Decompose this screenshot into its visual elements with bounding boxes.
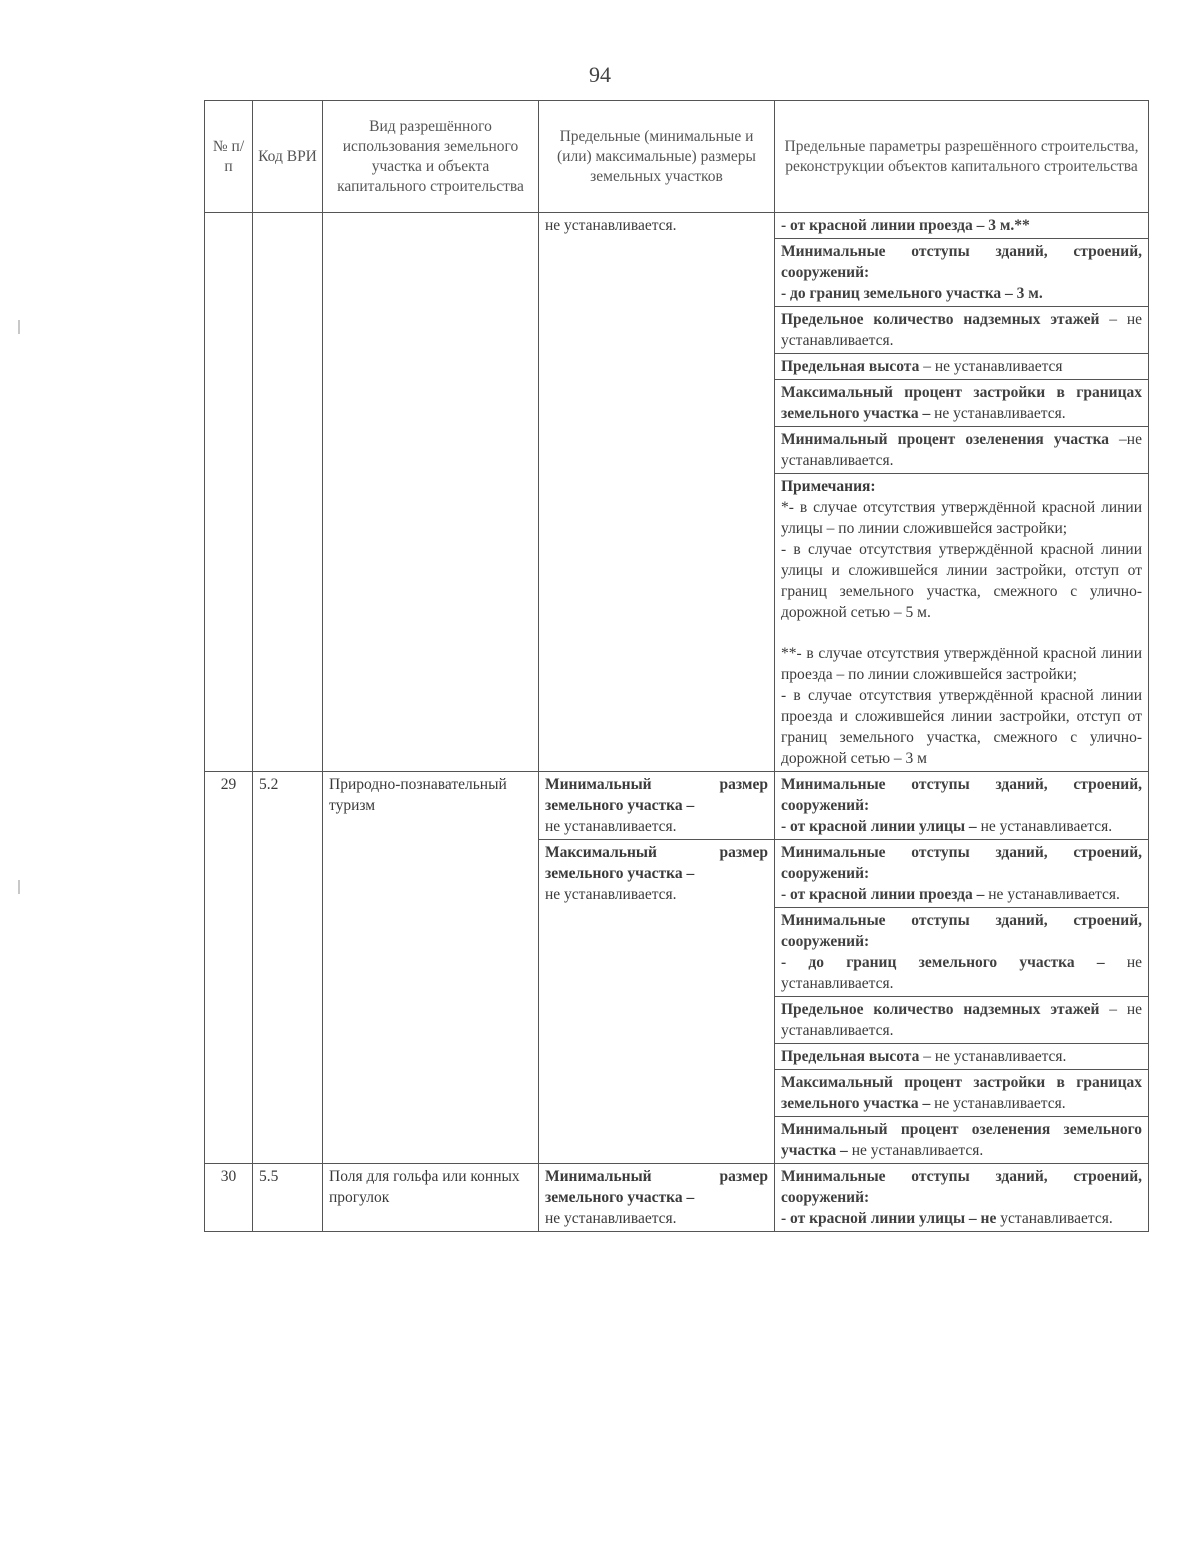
param-cell [775,427,1149,474]
param-cell [775,213,1149,239]
row-type: Природно-познавательный туризм [323,772,539,1164]
limit-max-cell [539,840,775,1164]
param-bold: Минимальный процент озеленения участка [781,431,1110,448]
continuation-code-cell [253,213,323,772]
param-bold: - от красной линии улицы – не [781,1210,997,1227]
param-cell [775,307,1149,354]
param-text: не устанавливается. [930,405,1066,422]
param-text: –не устанавливается. [781,431,1142,469]
limit-text: не устанавливается. [545,1210,677,1227]
notes-title: Примечания: [781,478,876,495]
note-line: **- в случае отсутствия утверждённой красной линии проезда – по линии сложившейся застройки; [781,645,1142,683]
param-cell [775,908,1149,997]
param-cell [775,840,1149,908]
param-text: не устанавливается. [847,1142,984,1159]
table-row [205,213,1149,239]
param-bold: Минимальные отступы зданий, строений, сооружений: [781,912,1142,950]
param-cell [775,1070,1149,1117]
limit-text: не устанавливается. [545,217,677,234]
table-header-row [205,101,1149,213]
header-code: Код ВРИ [253,101,323,213]
param-text: не устанавливается. [976,818,1113,835]
header-num: № п/п [205,101,253,213]
row-number: 30 [205,1164,253,1232]
header-limits: Предельные (минимальные и (или) максимальные) размеры земельных участков [539,101,775,213]
param-cell [775,380,1149,427]
limit-bold: Минимальный размер земельного участка – [545,776,768,814]
spacer [781,623,1142,643]
continuation-num-cell [205,213,253,772]
limit-bold: Минимальный размер земельного участка – [545,1168,768,1206]
header-type: Вид разрешённого использования земельного участка и объекта капитального строительства [323,101,539,213]
param-bold: - от красной линии проезда – 3 м.** [781,217,1030,234]
param-text: – не устанавливается. [781,1001,1142,1039]
note-line: - в случае отсутствия утверждённой красной линии проезда и сложившейся линии застройки, отступ от границ земельного участка, смежного с улично-дорожной сетью – 3 м [781,687,1142,767]
param-bold: Предельное количество надземных этажей [781,311,1100,328]
param-cell [775,1164,1149,1232]
param-text: не устанавливается. [930,1095,1066,1112]
table-row [205,1164,1149,1232]
param-bold: Минимальные отступы зданий, строений, сооружений: [781,844,1142,882]
note-line: - в случае отсутствия утверждённой красной линии улицы и сложившейся линии застройки, отступ от границ земельного участка, смежного с улично-дорожной сетью – 5 м. [781,541,1142,621]
param-text: – не устанавливается. [781,311,1142,349]
param-cell [775,772,1149,840]
row-type: Поля для гольфа или конных прогулок [323,1164,539,1232]
param-cell [775,1117,1149,1164]
param-bold: - от красной линии улицы – [781,818,977,835]
param-text: не устанавливается. [984,886,1120,903]
param-bold: Максимальный процент застройки в границах земельного участка – [781,384,1142,422]
param-bold: Минимальные отступы зданий, строений, сооружений: [781,243,1142,281]
continuation-type-cell [323,213,539,772]
limit-bold: Максимальный размер земельного участка – [545,844,768,882]
page-number: 94 [589,62,611,87]
continuation-limit-cell [539,213,775,772]
scan-artifact [18,880,20,894]
limit-min-cell [539,772,775,840]
param-cell [775,1044,1149,1070]
limit-text: не устанавливается. [545,818,677,835]
limit-text: не устанавливается. [545,886,677,903]
param-bold: - от красной линии проезда – [781,886,985,903]
permitted-use-table [204,100,1149,1232]
param-bold: Предельное количество надземных этажей [781,1001,1100,1018]
param-bold: - до границ земельного участка – [781,954,1105,971]
param-text: устанавливается. [996,1210,1113,1227]
param-cell [775,239,1149,307]
param-cell [775,997,1149,1044]
row-code: 5.2 [253,772,323,1164]
note-line: *- в случае отсутствия утверждённой красной линии улицы – по линии сложившейся застройки; [781,499,1142,537]
param-bold: Предельная высота [781,358,920,375]
row-code: 5.5 [253,1164,323,1232]
param-bold: Минимальный процент озеленения земельного участка – [781,1121,1142,1159]
header-params: Предельные параметры разрешённого строительства, реконструкции объектов капитального строительства [775,101,1149,213]
row-number: 29 [205,772,253,1164]
param-bold: Минимальные отступы зданий, строений, сооружений: [781,776,1142,814]
param-text: не устанавливается. [781,954,1142,992]
param-cell [775,354,1149,380]
param-bold: Предельная высота [781,1048,920,1065]
param-bold: Максимальный процент застройки в границах земельного участка – [781,1074,1142,1112]
param-text: – не устанавливается. [919,1048,1067,1065]
param-text: – не устанавливается [919,358,1063,375]
limit-min-cell [539,1164,775,1232]
notes-cell [775,474,1149,772]
table-row [205,772,1149,840]
param-bold: - до границ земельного участка – 3 м. [781,285,1043,302]
scan-artifact [18,320,20,334]
param-bold: Минимальные отступы зданий, строений, сооружений: [781,1168,1142,1206]
